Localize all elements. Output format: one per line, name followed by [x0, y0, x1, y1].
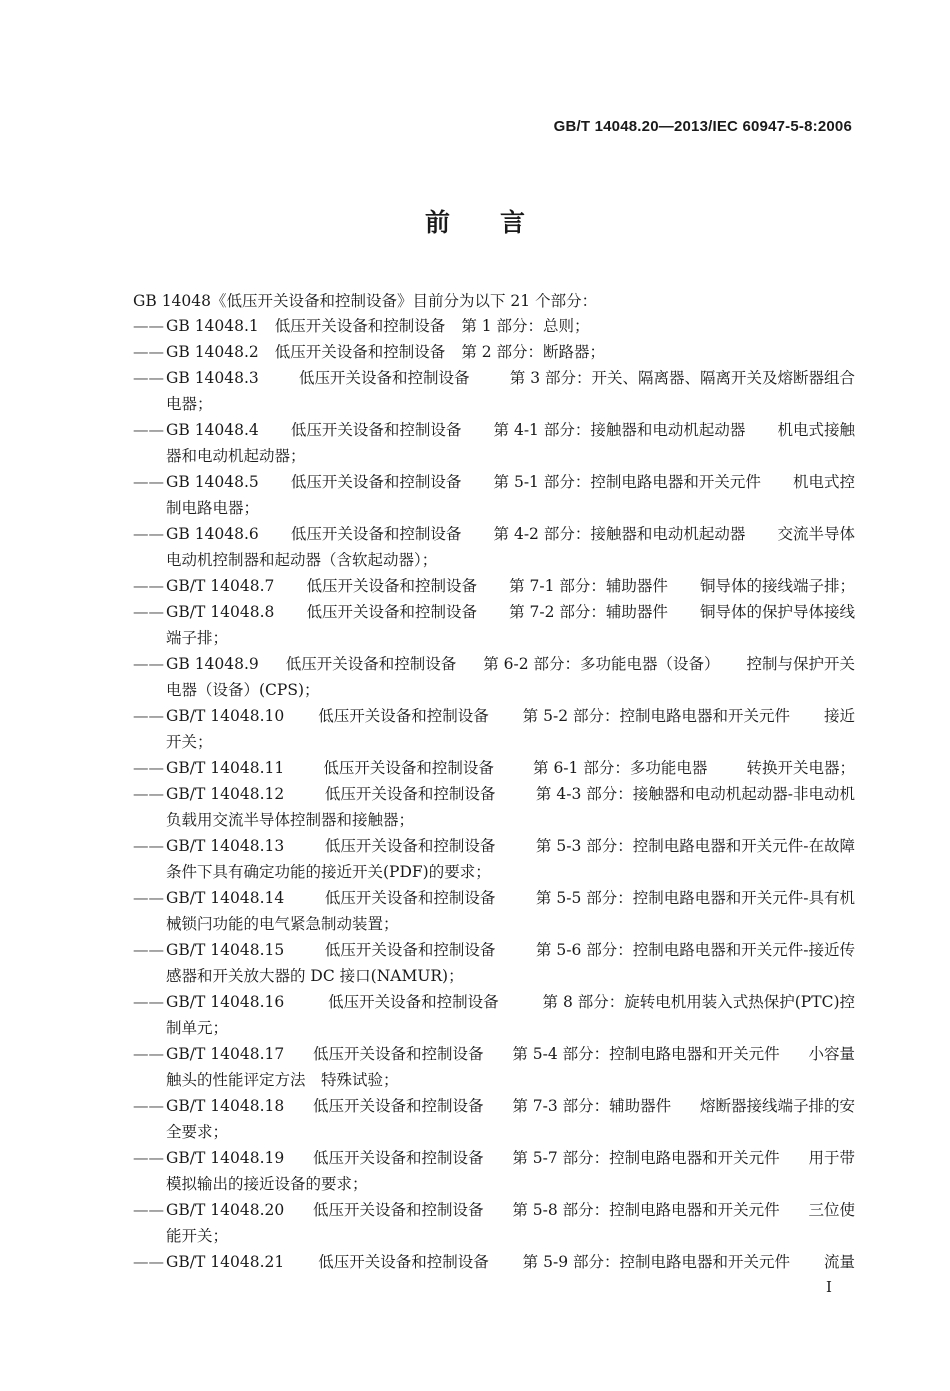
dash-marker: —— — [133, 1201, 164, 1219]
dash-marker: —— — [133, 1253, 164, 1271]
item-part: 第 7-3 部分：辅助器件 — [512, 1097, 672, 1115]
item-part: 第 2 部分：断路器； — [461, 343, 606, 361]
list-item-line — [166, 703, 855, 729]
list-item — [133, 937, 855, 989]
list-item — [133, 651, 855, 703]
list-item-line — [166, 339, 855, 365]
dash-marker: —— — [133, 317, 164, 335]
item-part: 第 5-6 部分：控制电路电器和开关元件-接近传 — [535, 941, 855, 959]
list-item-line — [166, 313, 855, 339]
list-item — [133, 1197, 855, 1249]
list-item — [133, 781, 855, 833]
list-item — [133, 703, 855, 755]
item-part: 第 4-3 部分：接触器和电动机起动器-非电动机 — [535, 785, 855, 803]
list-item — [133, 755, 855, 781]
list-item — [133, 313, 855, 339]
list-item — [133, 599, 855, 651]
list-item-line — [166, 885, 855, 911]
item-code: GB 14048.3 — [166, 369, 259, 387]
item-series: 低压开关设备和控制设备 — [324, 837, 496, 855]
item-code: GB/T 14048.13 — [166, 837, 285, 855]
list-item-continuation: 电动机控制器和起动器（含软起动器）； — [166, 551, 438, 569]
item-series: 低压开关设备和控制设备 — [299, 369, 470, 387]
item-tail: 三位使 — [808, 1201, 855, 1219]
item-series: 低压开关设备和控制设备 — [313, 1045, 484, 1063]
item-code: GB 14048.1 — [166, 317, 259, 335]
list-item-line — [166, 833, 855, 859]
dash-marker: —— — [133, 889, 164, 907]
dash-marker: —— — [133, 577, 164, 595]
parts-list — [133, 313, 855, 1275]
item-code: GB/T 14048.12 — [166, 785, 285, 803]
list-item — [133, 1041, 855, 1093]
item-tail: 小容量 — [808, 1045, 855, 1063]
item-part: 第 5-2 部分：控制电路电器和开关元件 — [522, 707, 790, 725]
list-item-continuation: 触头的性能评定方法 特殊试验； — [166, 1071, 399, 1089]
item-code: GB/T 14048.7 — [166, 577, 275, 595]
dash-marker: —— — [133, 785, 164, 803]
list-item-continuation: 模拟输出的接近设备的要求； — [166, 1175, 368, 1193]
list-item — [133, 833, 855, 885]
item-code: GB/T 14048.17 — [166, 1045, 285, 1063]
item-part: 第 5-5 部分：控制电路电器和开关元件-具有机 — [535, 889, 855, 907]
item-series: 低压开关设备和控制设备 — [324, 889, 496, 907]
list-item — [133, 365, 855, 417]
list-item — [133, 885, 855, 937]
item-series: 低压开关设备和控制设备 — [306, 603, 477, 621]
item-code: GB 14048.4 — [166, 421, 259, 439]
item-tail: 交流半导体 — [777, 525, 855, 543]
item-code: GB/T 14048.16 — [166, 993, 285, 1011]
list-item-line — [166, 651, 855, 677]
list-item — [133, 339, 855, 365]
list-item-continuation: 负载用交流半导体控制器和接触器； — [166, 811, 415, 829]
dash-marker: —— — [133, 343, 164, 361]
list-item-line — [166, 755, 855, 781]
item-tail: 接近 — [823, 707, 855, 725]
dash-marker: —— — [133, 759, 164, 777]
list-item — [133, 1145, 855, 1197]
item-series: 低压开关设备和控制设备 — [313, 1201, 484, 1219]
list-item-continuation: 能开关； — [166, 1227, 229, 1245]
page-title: 前言 — [424, 208, 575, 237]
list-item-continuation: 条件下具有确定功能的接近开关(PDF)的要求； — [166, 863, 491, 881]
dash-marker: —— — [133, 1097, 164, 1115]
item-series: 低压开关设备和控制设备 — [318, 707, 489, 725]
dash-marker: —— — [133, 993, 164, 1011]
item-code: GB 14048.9 — [166, 655, 259, 673]
item-part: 第 6-2 部分：多功能电器（设备） — [483, 655, 720, 673]
dash-marker: —— — [133, 1045, 164, 1063]
list-item-line — [166, 937, 855, 963]
list-item — [133, 417, 855, 469]
list-item-continuation: 电器； — [166, 395, 213, 413]
item-tail: 转换开关电器； — [746, 759, 855, 777]
item-series: 低压开关设备和控制设备 — [323, 759, 494, 777]
list-item-line — [166, 1041, 855, 1067]
item-part: 第 4-1 部分：接触器和电动机起动器 — [493, 421, 746, 439]
item-part: 第 8 部分：旋转电机用装入式热保护(PTC)控 — [542, 993, 855, 1011]
item-series: 低压开关设备和控制设备 — [313, 1097, 484, 1115]
item-tail: 熔断器接线端子排的安 — [699, 1097, 855, 1115]
item-part: 第 7-1 部分：辅助器件 — [509, 577, 668, 595]
list-item-continuation: 全要求； — [166, 1123, 229, 1141]
item-series: 低压开关设备和控制设备 — [290, 421, 462, 439]
item-code: GB/T 14048.20 — [166, 1201, 285, 1219]
item-part: 第 7-2 部分：辅助器件 — [509, 603, 668, 621]
list-item-line — [166, 573, 855, 599]
item-part: 第 3 部分：开关、隔离器、隔离开关及熔断器组合 — [509, 369, 855, 387]
dash-marker: —— — [133, 369, 164, 387]
list-item-continuation: 开关； — [166, 733, 213, 751]
list-item — [133, 1093, 855, 1145]
list-item-continuation: 械锁闩功能的电气紧急制动装置； — [166, 915, 399, 933]
item-series: 低压开关设备和控制设备 — [274, 317, 446, 335]
page-number: I — [826, 1278, 832, 1296]
list-item-continuation: 感器和开关放大器的 DC 接口(NAMUR)； — [166, 967, 464, 985]
list-item — [133, 573, 855, 599]
item-code: GB 14048.5 — [166, 473, 259, 491]
item-code: GB/T 14048.8 — [166, 603, 275, 621]
item-part: 第 5-1 部分：控制电路电器和开关元件 — [493, 473, 761, 491]
item-code: GB/T 14048.15 — [166, 941, 285, 959]
list-item — [133, 989, 855, 1041]
list-item-line — [166, 781, 855, 807]
item-part: 第 5-9 部分：控制电路电器和开关元件 — [522, 1253, 790, 1271]
item-code: GB/T 14048.18 — [166, 1097, 285, 1115]
list-item-line — [166, 417, 855, 443]
item-series: 低压开关设备和控制设备 — [328, 993, 499, 1011]
item-tail: 控制与保护开关 — [746, 655, 855, 673]
dash-marker: —— — [133, 603, 164, 621]
standard-number-header: GB/T 14048.20—2013/IEC 60947-5-8:2006 — [553, 118, 852, 135]
item-series: 低压开关设备和控制设备 — [274, 343, 446, 361]
item-code: GB/T 14048.10 — [166, 707, 285, 725]
list-item-line — [166, 1093, 855, 1119]
item-code: GB/T 14048.19 — [166, 1149, 285, 1167]
list-item-continuation: 电器（设备）(CPS)； — [166, 681, 320, 699]
item-part: 第 4-2 部分：接触器和电动机起动器 — [493, 525, 746, 543]
item-code: GB 14048.6 — [166, 525, 259, 543]
item-series: 低压开关设备和控制设备 — [318, 1253, 489, 1271]
list-item-continuation: 制电路电器； — [166, 499, 260, 517]
item-part: 第 6-1 部分：多功能电器 — [533, 759, 708, 777]
item-tail: 机电式接触 — [777, 421, 855, 439]
item-part: 第 1 部分：总则； — [461, 317, 590, 335]
item-code: GB/T 14048.14 — [166, 889, 285, 907]
dash-marker: —— — [133, 941, 164, 959]
list-item-continuation: 器和电动机起动器； — [166, 447, 306, 465]
item-code: GB/T 14048.11 — [166, 759, 285, 777]
dash-marker: —— — [133, 525, 164, 543]
list-item — [133, 521, 855, 573]
list-item-line — [166, 521, 855, 547]
dash-marker: —— — [133, 707, 164, 725]
item-code: GB/T 14048.21 — [166, 1253, 285, 1271]
item-part: 第 5-8 部分：控制电路电器和开关元件 — [512, 1201, 780, 1219]
dash-marker: —— — [133, 421, 164, 439]
item-tail: 铜导体的保护导体接线 — [699, 603, 855, 621]
list-item-line — [166, 365, 855, 391]
dash-marker: —— — [133, 655, 164, 673]
item-series: 低压开关设备和控制设备 — [324, 785, 496, 803]
item-tail: 铜导体的接线端子排； — [699, 577, 855, 595]
item-series: 低压开关设备和控制设备 — [290, 473, 462, 491]
item-series: 低压开关设备和控制设备 — [306, 577, 477, 595]
dash-marker: —— — [133, 473, 164, 491]
item-series: 低压开关设备和控制设备 — [313, 1149, 484, 1167]
item-tail: 用于带 — [808, 1149, 855, 1167]
item-series: 低压开关设备和控制设备 — [324, 941, 496, 959]
list-item — [133, 1249, 855, 1275]
item-part: 第 5-4 部分：控制电路电器和开关元件 — [512, 1045, 780, 1063]
list-item-continuation: 端子排； — [166, 629, 229, 647]
intro-paragraph: GB 14048《低压开关设备和控制设备》目前分为以下 21 个部分： — [133, 292, 598, 310]
list-item-line — [166, 1197, 855, 1223]
item-part: 第 5-7 部分：控制电路电器和开关元件 — [512, 1149, 780, 1167]
list-item-line — [166, 469, 855, 495]
list-item-line — [166, 599, 855, 625]
dash-marker: —— — [133, 1149, 164, 1167]
item-tail: 机电式控 — [792, 473, 855, 491]
dash-marker: —— — [133, 837, 164, 855]
list-item-line — [166, 1145, 855, 1171]
item-series: 低压开关设备和控制设备 — [290, 525, 462, 543]
list-item-line — [166, 989, 855, 1015]
item-series: 低压开关设备和控制设备 — [285, 655, 457, 673]
list-item-continuation: 制单元； — [166, 1019, 229, 1037]
item-tail: 流量 — [823, 1253, 855, 1271]
item-part: 第 5-3 部分：控制电路电器和开关元件-在故障 — [535, 837, 855, 855]
item-code: GB 14048.2 — [166, 343, 259, 361]
list-item — [133, 469, 855, 521]
list-item-line — [166, 1249, 855, 1275]
